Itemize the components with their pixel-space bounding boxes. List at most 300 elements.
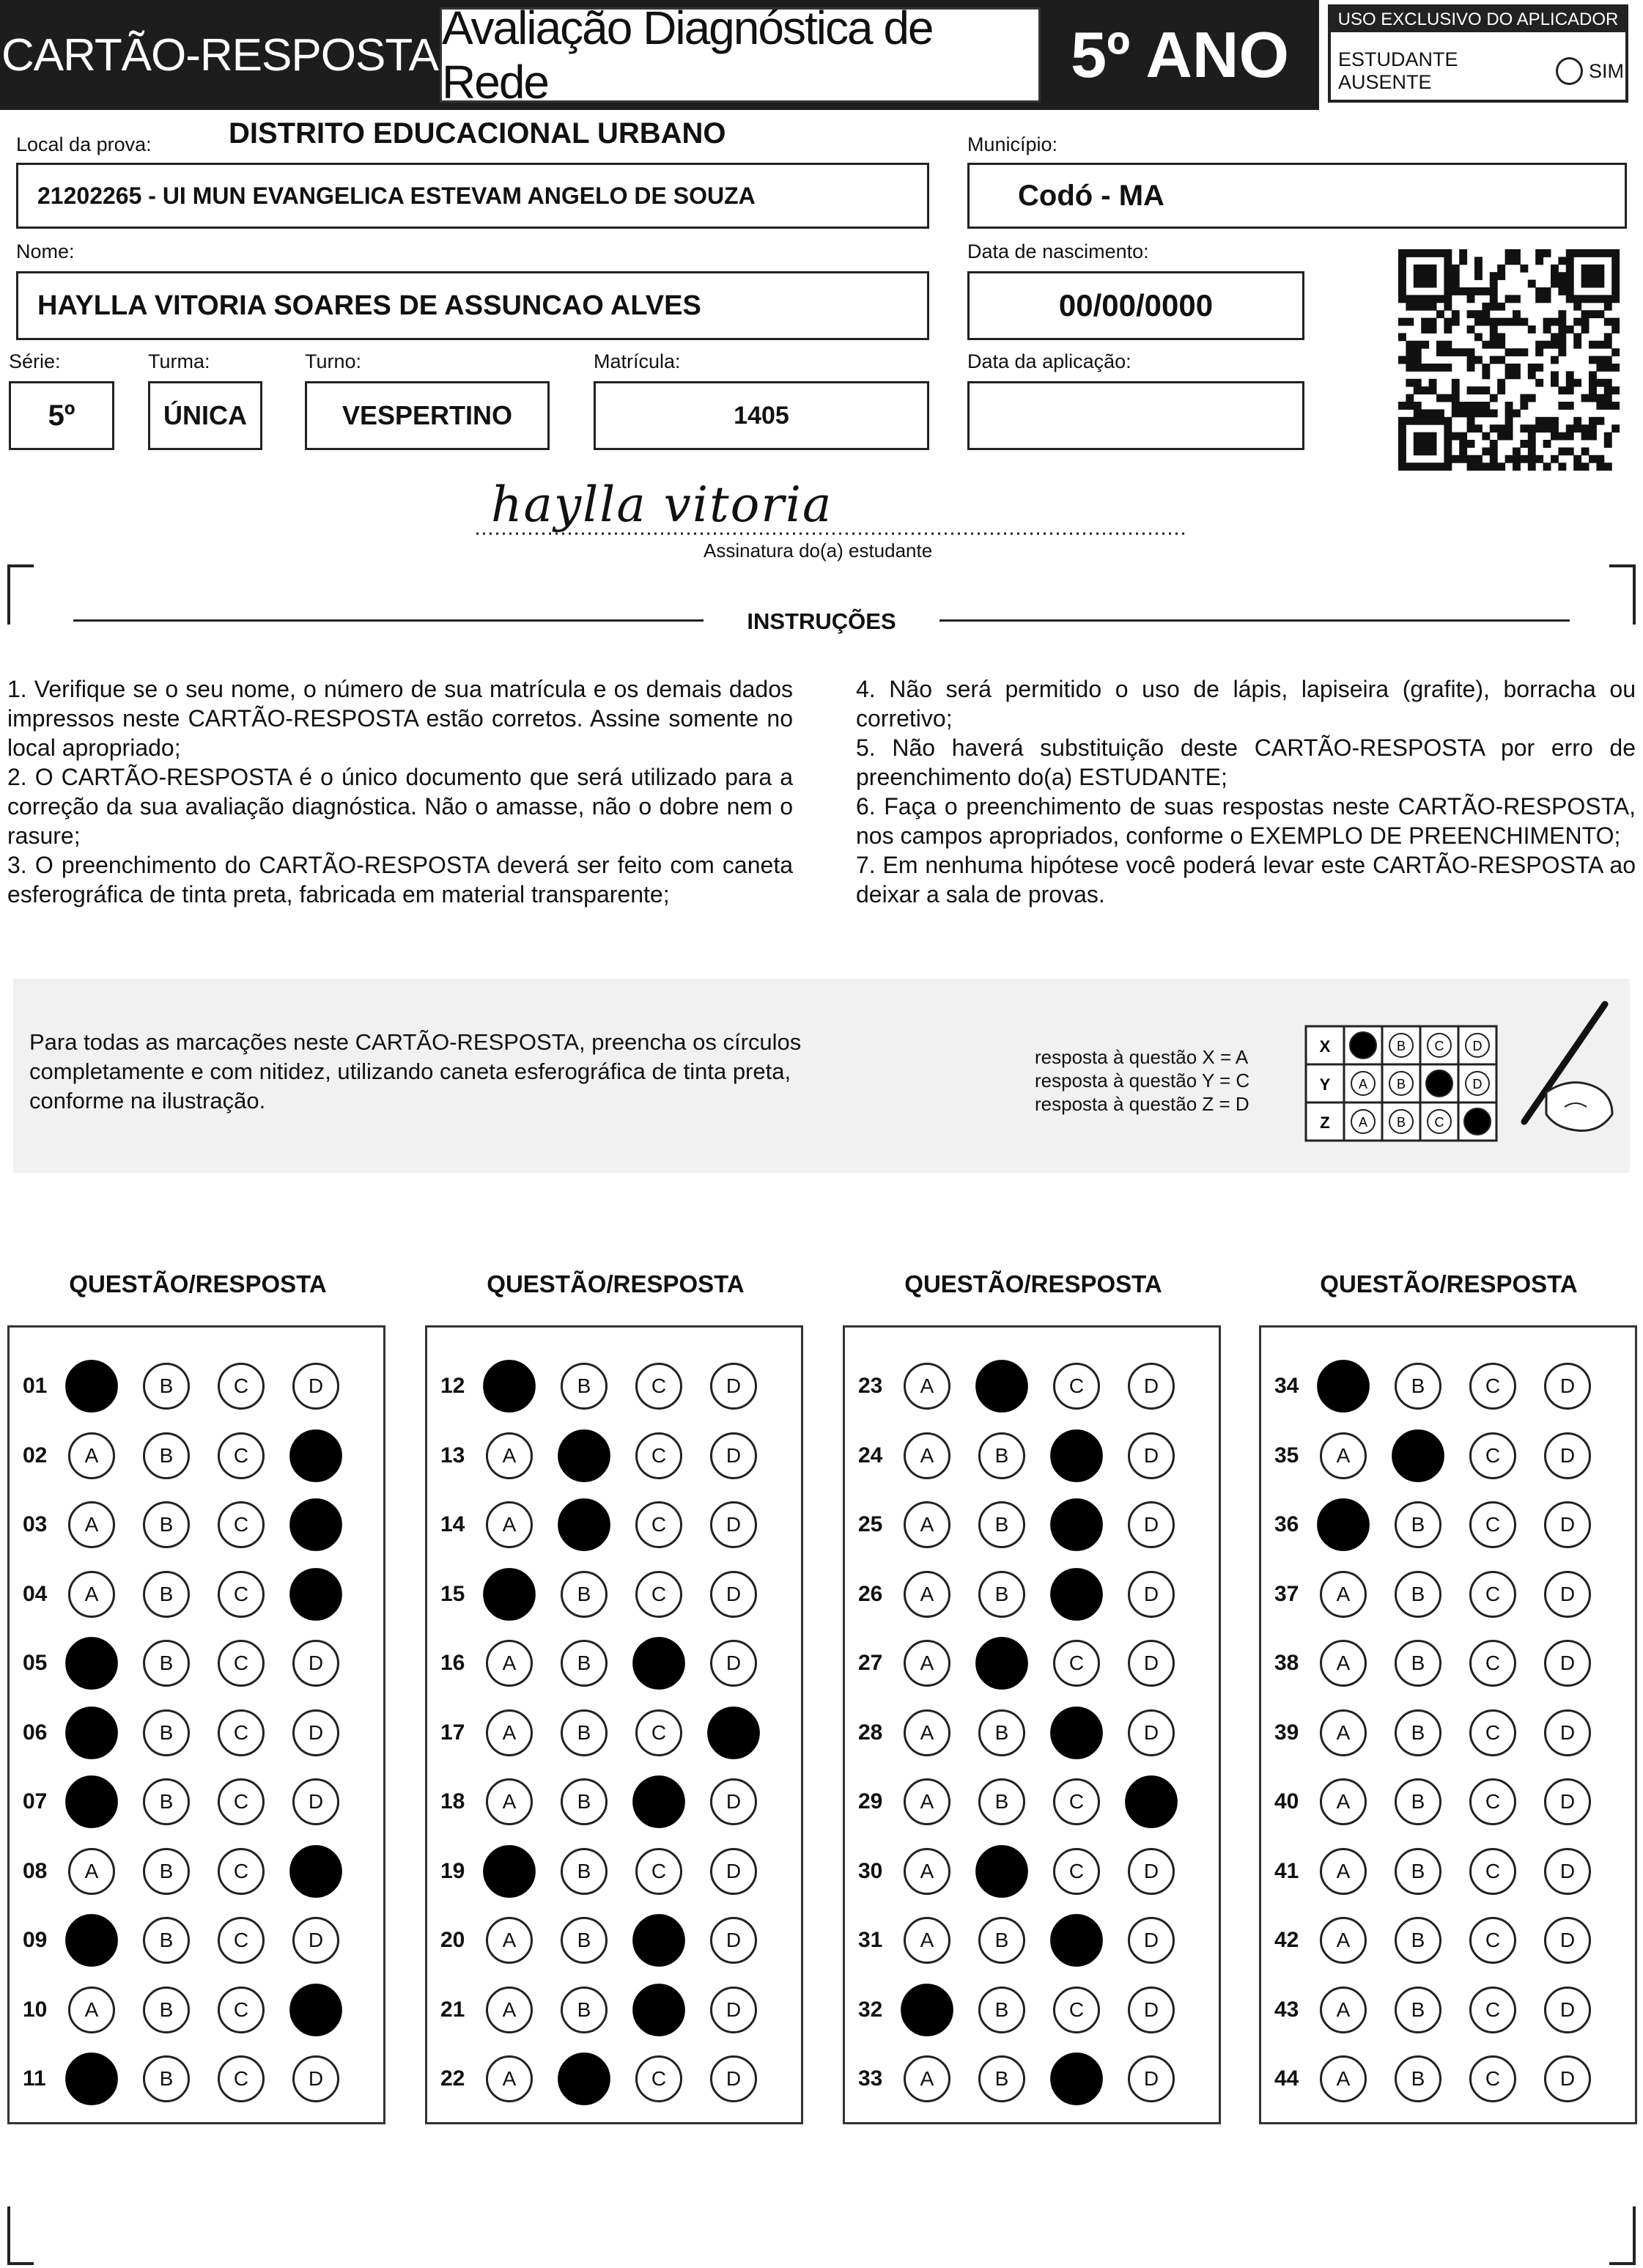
answer-bubble-b[interactable]: B: [143, 2055, 190, 2102]
answer-bubble-c[interactable]: [1050, 2052, 1103, 2105]
answer-bubble-b[interactable]: B: [561, 1917, 608, 1964]
municipio-field: Codó - MA: [967, 163, 1627, 229]
answer-bubble-b[interactable]: B: [143, 1501, 190, 1548]
answer-row: [845, 1565, 1203, 1624]
grid-header: QUESTÃO/RESPOSTA: [69, 1270, 327, 1297]
answer-bubble-d[interactable]: D: [1544, 1363, 1591, 1410]
question-number: 13: [440, 1443, 465, 1468]
answer-bubble-b[interactable]: B: [1395, 1501, 1441, 1548]
pen-hand-icon: [1495, 997, 1627, 1144]
answer-bubble-d[interactable]: D: [1544, 1987, 1591, 2033]
answer-bubble-c[interactable]: C: [1469, 1363, 1516, 1410]
answer-bubble-b[interactable]: B: [1395, 1778, 1441, 1825]
answer-bubble-a[interactable]: A: [1320, 1432, 1367, 1479]
answer-bubble-a[interactable]: A: [68, 1432, 115, 1479]
answer-bubble-a[interactable]: A: [904, 1778, 950, 1825]
question-number: 29: [858, 1789, 883, 1814]
answer-bubble-b[interactable]: B: [1395, 2055, 1441, 2102]
answer-bubble-d[interactable]: D: [292, 1640, 339, 1687]
answer-row: [427, 1495, 785, 1554]
turno-field: VESPERTINO: [305, 381, 550, 450]
answer-bubble-a[interactable]: A: [904, 1640, 950, 1687]
example-row-label: Y: [1319, 1075, 1331, 1094]
answer-bubble-a[interactable]: [1317, 1498, 1370, 1551]
answer-bubble-d[interactable]: [289, 1845, 342, 1898]
answer-row: [1261, 1981, 1619, 2039]
serie-label: Série:: [9, 350, 61, 372]
answer-bubble-c[interactable]: C: [1053, 1987, 1100, 2033]
answer-bubble-c[interactable]: [1050, 1914, 1103, 1967]
answer-bubble-a[interactable]: [65, 1706, 118, 1759]
answer-bubble-b[interactable]: B: [561, 1640, 608, 1687]
answer-bubble-a[interactable]: A: [486, 1778, 533, 1825]
answer-row: [427, 1565, 785, 1624]
example-bubble: [1426, 1070, 1452, 1097]
instruction-item: 4. Não será permitido o uso de lápis, lapiseira (grafite), borracha ou corretivo;: [856, 676, 1636, 732]
question-number: 25: [858, 1512, 883, 1536]
example-bubble-label: C: [1434, 1115, 1444, 1130]
answer-bubble-d[interactable]: D: [1128, 1363, 1175, 1410]
answer-bubble-a[interactable]: A: [1320, 1640, 1367, 1687]
answer-bubble-a[interactable]: [65, 1775, 118, 1828]
answer-bubble-c[interactable]: C: [218, 1432, 265, 1479]
question-number: 28: [858, 1720, 883, 1745]
answer-bubble-d[interactable]: D: [1128, 1709, 1175, 1756]
answer-bubble-a[interactable]: A: [486, 1987, 533, 2033]
corner-bracket: [1609, 2206, 1636, 2265]
question-number: 38: [1274, 1651, 1299, 1675]
answer-bubble-d[interactable]: D: [1544, 2055, 1591, 2102]
question-number: 23: [858, 1374, 883, 1398]
answer-bubble-b[interactable]: B: [143, 1987, 190, 2033]
answer-bubble-b[interactable]: B: [143, 1571, 190, 1618]
answer-bubble-b[interactable]: B: [561, 1363, 608, 1410]
question-number: 24: [858, 1443, 883, 1468]
answer-bubble-d[interactable]: [1125, 1775, 1178, 1828]
answer-bubble-b[interactable]: B: [978, 1571, 1025, 1618]
answer-row: [845, 1704, 1203, 1762]
answer-bubble-b[interactable]: [558, 2052, 610, 2105]
question-number: 07: [23, 1789, 48, 1814]
answer-bubble-d[interactable]: D: [1544, 1640, 1591, 1687]
answer-bubble-c[interactable]: C: [1053, 1363, 1100, 1410]
question-number: 09: [23, 1928, 48, 1952]
answer-bubble-b[interactable]: B: [561, 1571, 608, 1618]
serie-field: 5º: [9, 381, 114, 450]
answer-bubble-a[interactable]: A: [1320, 2055, 1367, 2102]
question-number: 15: [440, 1581, 465, 1606]
answer-bubble-d[interactable]: D: [710, 1501, 757, 1548]
answer-bubble-b[interactable]: B: [1395, 1848, 1441, 1895]
answer-bubble-c[interactable]: C: [1469, 1432, 1516, 1479]
example-bubble-label: B: [1396, 1077, 1406, 1091]
answer-column: [1259, 1325, 1637, 2124]
question-number: 35: [1274, 1443, 1299, 1468]
answer-bubble-b[interactable]: B: [143, 1640, 190, 1687]
answer-bubble-b[interactable]: B: [561, 1709, 608, 1756]
answer-bubble-d[interactable]: [289, 1429, 342, 1482]
matricula-label: Matrícula:: [594, 350, 681, 372]
answer-bubble-c[interactable]: C: [1053, 1848, 1100, 1895]
instruction-item: 3. O preenchimento do CARTÃO-RESPOSTA deverá ser feito com caneta esferográfica de tinta preta, fabricada em material transparente;: [7, 852, 793, 907]
turma-field: ÚNICA: [148, 381, 262, 450]
legend-line: resposta à questão X = A: [1035, 1046, 1249, 1068]
answer-bubble-d[interactable]: D: [710, 1571, 757, 1618]
answer-bubble-a[interactable]: A: [68, 1987, 115, 2033]
answer-bubble-b[interactable]: B: [561, 1778, 608, 1825]
answer-bubble-a[interactable]: A: [68, 1848, 115, 1895]
answer-row: [1261, 1704, 1619, 1762]
answer-bubble-b[interactable]: B: [978, 1432, 1025, 1479]
answer-bubble-d[interactable]: D: [710, 1778, 757, 1825]
qr-code: [1398, 249, 1621, 476]
answer-bubble-c[interactable]: C: [218, 1640, 265, 1687]
answer-row: [1261, 1495, 1619, 1554]
answer-bubble-a[interactable]: A: [1320, 1848, 1367, 1895]
answer-row: [845, 1495, 1203, 1554]
answer-row: [1261, 1565, 1619, 1624]
answer-bubble-b[interactable]: B: [1395, 1571, 1441, 1618]
answer-bubble-d[interactable]: [707, 1706, 760, 1759]
question-number: 32: [858, 1997, 883, 2022]
answer-row: [845, 1981, 1203, 2039]
answer-bubble-a[interactable]: A: [904, 1571, 950, 1618]
question-number: 19: [440, 1858, 465, 1883]
instruction-item: 2. O CARTÃO-RESPOSTA é o único documento que será utilizado para a correção da sua avaliação diagnóstica. Não o amasse, não o dobre nem o rasure;: [7, 764, 793, 849]
answer-bubble-b[interactable]: B: [1395, 1709, 1441, 1756]
answer-bubble-a[interactable]: [1317, 1360, 1370, 1413]
grid-header: QUESTÃO/RESPOSTA: [487, 1270, 745, 1297]
answer-bubble-a[interactable]: A: [904, 1363, 950, 1410]
question-number: 22: [440, 2066, 465, 2091]
answer-row: [1261, 1426, 1619, 1485]
nome-label: Nome:: [16, 240, 75, 262]
answer-bubble-a[interactable]: A: [486, 1709, 533, 1756]
answer-row: [845, 1772, 1203, 1831]
question-number: 41: [1274, 1858, 1299, 1883]
example-bubble: [1350, 1032, 1376, 1058]
answer-row: [10, 1911, 367, 1970]
answer-bubble-d[interactable]: D: [1128, 1917, 1175, 1964]
answer-bubble-b[interactable]: B: [978, 1917, 1025, 1964]
question-number: 30: [858, 1858, 883, 1883]
instructions-title: INSTRUÇÕES: [747, 608, 896, 634]
answer-bubble-a[interactable]: A: [904, 1432, 950, 1479]
answer-bubble-c[interactable]: C: [218, 1709, 265, 1756]
answer-bubble-c[interactable]: [632, 1984, 685, 2036]
answer-bubble-b[interactable]: [558, 1429, 610, 1482]
answer-bubble-d[interactable]: [289, 1984, 342, 2036]
instructions-right: [856, 674, 1636, 909]
nome-field: HAYLLA VITORIA SOARES DE ASSUNCAO ALVES: [16, 271, 929, 340]
answer-bubble-b[interactable]: B: [1395, 1987, 1441, 2033]
absent-row: [1338, 48, 1624, 93]
answer-row: [845, 1842, 1203, 1901]
answer-bubble-c[interactable]: [1050, 1568, 1103, 1621]
answer-bubble-c[interactable]: C: [218, 1848, 265, 1895]
answer-bubble-b[interactable]: B: [143, 1363, 190, 1410]
answer-bubble-d[interactable]: D: [292, 1363, 339, 1410]
answer-bubble-c[interactable]: C: [635, 2055, 682, 2102]
answer-row: [427, 1772, 785, 1831]
answer-bubble-c[interactable]: C: [1053, 1778, 1100, 1825]
answer-bubble-d[interactable]: D: [1544, 1432, 1591, 1479]
answer-bubble-b[interactable]: B: [1395, 1917, 1441, 1964]
question-number: 01: [23, 1374, 48, 1398]
example-row-label: Z: [1320, 1113, 1330, 1132]
answer-bubble-d[interactable]: D: [1544, 1778, 1591, 1825]
answer-bubble-c[interactable]: C: [218, 1917, 265, 1964]
answer-bubble-a[interactable]: A: [1320, 1709, 1367, 1756]
answer-bubble-b[interactable]: [975, 1637, 1028, 1690]
answer-bubble-c[interactable]: C: [218, 1501, 265, 1548]
answer-row: [845, 1911, 1203, 1970]
card-title: CARTÃO-RESPOSTA: [0, 0, 440, 110]
answer-bubble-c[interactable]: C: [1053, 1640, 1100, 1687]
answer-bubble-a[interactable]: A: [486, 1917, 533, 1964]
legend-line: resposta à questão Y = C: [1035, 1069, 1250, 1091]
answer-row: [845, 1357, 1203, 1415]
answer-bubble-a[interactable]: A: [1320, 1778, 1367, 1825]
answer-bubble-c[interactable]: C: [218, 1571, 265, 1618]
local-field: 21202265 - UI MUN EVANGELICA ESTEVAM ANGELO DE SOUZA: [16, 163, 929, 229]
answer-bubble-b[interactable]: B: [1395, 1363, 1441, 1410]
instructions-left: [7, 674, 793, 909]
answer-row: [427, 1426, 785, 1485]
answer-bubble-a[interactable]: A: [486, 2055, 533, 2102]
answer-row: [427, 1981, 785, 2039]
answer-bubble-d[interactable]: [289, 1498, 342, 1551]
question-number: 21: [440, 1997, 465, 2022]
corner-bracket: [1609, 564, 1636, 625]
answer-bubble-d[interactable]: D: [1128, 1640, 1175, 1687]
answer-column: [425, 1325, 803, 2124]
answer-bubble-b[interactable]: B: [561, 1848, 608, 1895]
example-bubble-label: A: [1358, 1077, 1368, 1091]
grid-header: QUESTÃO/RESPOSTA: [904, 1270, 1162, 1297]
instruction-item: 1. Verifique se o seu nome, o número de sua matrícula e os demais dados impressos neste CARTÃO-RESPOSTA estão corretos. Assine somente no local apropriado;: [7, 676, 793, 761]
answer-column: [843, 1325, 1221, 2124]
answer-bubble-a[interactable]: A: [486, 1640, 533, 1687]
divider: [73, 619, 704, 622]
answer-bubble-b[interactable]: B: [143, 1917, 190, 1964]
answer-bubble-b[interactable]: B: [978, 1987, 1025, 2033]
answer-bubble-d[interactable]: D: [1544, 1917, 1591, 1964]
answer-row: [10, 1495, 367, 1554]
answer-bubble-b[interactable]: B: [143, 1709, 190, 1756]
answer-bubble-d[interactable]: D: [292, 1709, 339, 1756]
answer-bubble-b[interactable]: B: [978, 1778, 1025, 1825]
answer-bubble-a[interactable]: A: [904, 1848, 950, 1895]
answer-bubble-c[interactable]: C: [218, 2055, 265, 2102]
answer-bubble-a[interactable]: [65, 1637, 118, 1690]
answer-bubble-a[interactable]: A: [486, 1501, 533, 1548]
question-number: 16: [440, 1651, 465, 1675]
answer-bubble-c[interactable]: C: [1469, 1987, 1516, 2033]
absent-bubble[interactable]: [1556, 57, 1583, 85]
answer-row: [10, 1357, 367, 1415]
answer-bubble-d[interactable]: [289, 1568, 342, 1621]
answer-bubble-d[interactable]: D: [1128, 2055, 1175, 2102]
signature: [469, 476, 1187, 542]
answer-bubble-a[interactable]: [483, 1568, 536, 1621]
answer-row: [10, 1842, 367, 1901]
question-number: 04: [23, 1581, 48, 1606]
answer-bubble-a[interactable]: A: [1320, 1917, 1367, 1964]
divider: [939, 619, 1570, 622]
answer-bubble-d[interactable]: D: [1128, 1987, 1175, 2033]
answer-bubble-d[interactable]: D: [1128, 1571, 1175, 1618]
answer-bubble-c[interactable]: C: [1469, 1917, 1516, 1964]
matricula-field: 1405: [594, 381, 929, 450]
answer-bubble-c[interactable]: [1050, 1706, 1103, 1759]
answer-bubble-c[interactable]: C: [635, 1848, 682, 1895]
answer-bubble-a[interactable]: [65, 2052, 118, 2105]
answer-row: [10, 1634, 367, 1693]
answer-bubble-b[interactable]: B: [561, 1987, 608, 2033]
answer-bubble-c[interactable]: [1050, 1498, 1103, 1551]
answer-bubble-b[interactable]: B: [978, 1501, 1025, 1548]
answer-bubble-a[interactable]: A: [1320, 1987, 1367, 2033]
question-number: 17: [440, 1720, 465, 1745]
answer-bubble-c[interactable]: C: [635, 1501, 682, 1548]
answer-bubble-b[interactable]: [975, 1360, 1028, 1413]
answer-bubble-a[interactable]: [65, 1360, 118, 1413]
answer-bubble-a[interactable]: A: [1320, 1571, 1367, 1618]
answer-row: [10, 1565, 367, 1624]
answer-bubble-b[interactable]: B: [143, 1432, 190, 1479]
answer-bubble-a[interactable]: [483, 1845, 536, 1898]
turno-label: Turno:: [305, 350, 362, 372]
instruction-item: 7. Em nenhuma hipótese você poderá levar este CARTÃO-RESPOSTA ao deixar a sala de provas.: [856, 852, 1636, 907]
question-number: 10: [23, 1997, 48, 2022]
answer-bubble-d[interactable]: D: [1128, 1432, 1175, 1479]
legend-line: resposta à questão Z = D: [1035, 1093, 1249, 1115]
answer-bubble-d[interactable]: D: [710, 1363, 757, 1410]
answer-bubble-c[interactable]: C: [635, 1432, 682, 1479]
answer-row: [845, 1426, 1203, 1485]
absent-option: SIM: [1588, 59, 1624, 82]
example-text: Para todas as marcações neste CARTÃO-RESPOSTA, preencha os círculos completamente e com nitidez, utilizando caneta esferográfica de tinta preta, conforme na ilustração.: [29, 1029, 802, 1113]
example-bubble-label: A: [1358, 1115, 1368, 1130]
answer-bubble-a[interactable]: A: [68, 1571, 115, 1618]
absent-label: ESTUDANTE AUSENTE: [1338, 48, 1458, 93]
answer-bubble-c[interactable]: C: [1469, 1709, 1516, 1756]
answer-bubble-c[interactable]: C: [1469, 2055, 1516, 2102]
answer-bubble-c[interactable]: C: [1469, 1501, 1516, 1548]
answer-bubble-b[interactable]: B: [143, 1778, 190, 1825]
answer-row: [1261, 1911, 1619, 1970]
answer-bubble-a[interactable]: A: [904, 1501, 950, 1548]
answer-bubble-d[interactable]: D: [1544, 1501, 1591, 1548]
answer-bubble-a[interactable]: A: [904, 2055, 950, 2102]
example-bubble-label: B: [1396, 1039, 1406, 1053]
answer-bubble-a[interactable]: A: [68, 1501, 115, 1548]
municipio-label: Município:: [967, 133, 1058, 155]
answer-bubble-d[interactable]: D: [1544, 1709, 1591, 1756]
answer-bubble-b[interactable]: [1392, 1429, 1444, 1482]
answer-bubble-d[interactable]: D: [710, 2055, 757, 2102]
answer-bubble-c[interactable]: C: [1469, 1848, 1516, 1895]
example-bubble-label: B: [1396, 1115, 1406, 1130]
answer-row: [10, 1772, 367, 1831]
answer-bubble-c[interactable]: C: [218, 1363, 265, 1410]
answer-bubble-c[interactable]: C: [1469, 1640, 1516, 1687]
turma-label: Turma:: [148, 350, 210, 372]
answer-bubble-b[interactable]: B: [978, 1709, 1025, 1756]
answer-bubble-a[interactable]: A: [486, 1432, 533, 1479]
answer-bubble-d[interactable]: D: [292, 1778, 339, 1825]
question-number: 11: [23, 2066, 46, 2091]
corner-bracket: [7, 2206, 34, 2265]
question-number: 34: [1274, 1374, 1299, 1398]
answer-row: [845, 1634, 1203, 1693]
example-bubble-label: D: [1472, 1077, 1483, 1091]
answer-bubble-c[interactable]: C: [635, 1363, 682, 1410]
answer-bubble-a[interactable]: A: [904, 1709, 950, 1756]
question-number: 06: [23, 1720, 48, 1745]
question-number: 27: [858, 1651, 883, 1675]
answer-bubble-d[interactable]: D: [1544, 1848, 1591, 1895]
answer-row: [427, 1704, 785, 1762]
answer-row: [427, 1634, 785, 1693]
answer-bubble-c[interactable]: C: [1469, 1571, 1516, 1618]
answer-bubble-d[interactable]: D: [710, 1987, 757, 2033]
card-subtitle: Avaliação Diagnóstica de Rede: [440, 7, 1041, 103]
answer-bubble-a[interactable]: [483, 1360, 536, 1413]
answer-bubble-d[interactable]: D: [710, 1917, 757, 1964]
answer-bubble-d[interactable]: D: [292, 1917, 339, 1964]
answer-bubble-c[interactable]: [632, 1775, 685, 1828]
answer-bubble-b[interactable]: B: [143, 1848, 190, 1895]
answer-bubble-a[interactable]: [65, 1914, 118, 1967]
district-name: DISTRITO EDUCACIONAL URBANO: [229, 117, 726, 150]
answer-row: [427, 1911, 785, 1970]
example-legend: [1035, 1045, 1249, 1116]
answer-bubble-c[interactable]: [632, 1914, 685, 1967]
question-number: 02: [23, 1443, 48, 1468]
answer-bubble-d[interactable]: D: [710, 1640, 757, 1687]
answer-bubble-b[interactable]: [558, 1498, 610, 1551]
answer-bubble-a[interactable]: [901, 1984, 953, 2036]
answer-bubble-a[interactable]: A: [904, 1917, 950, 1964]
answer-bubble-c[interactable]: C: [1469, 1778, 1516, 1825]
answer-bubble-b[interactable]: B: [1395, 1640, 1441, 1687]
answer-row: [427, 1842, 785, 1901]
answer-bubble-b[interactable]: B: [978, 2055, 1025, 2102]
nascimento-field: 00/00/0000: [967, 271, 1304, 340]
nascimento-label: Data de nascimento:: [967, 240, 1149, 262]
answer-bubble-b[interactable]: [975, 1845, 1028, 1898]
answer-bubble-c[interactable]: C: [635, 1571, 682, 1618]
answer-bubble-d[interactable]: D: [292, 2055, 339, 2102]
question-number: 08: [23, 1858, 48, 1883]
answer-bubble-c[interactable]: [1050, 1429, 1103, 1482]
answer-bubble-c[interactable]: C: [218, 1778, 265, 1825]
answer-bubble-c[interactable]: C: [635, 1709, 682, 1756]
answer-bubble-d[interactable]: D: [1128, 1848, 1175, 1895]
question-number: 33: [858, 2066, 883, 2091]
answer-bubble-d[interactable]: D: [1544, 1571, 1591, 1618]
answer-bubble-d[interactable]: D: [1128, 1501, 1175, 1548]
answer-bubble-c[interactable]: C: [218, 1987, 265, 2033]
applicator-title: USO EXCLUSIVO DO APLICADOR: [1331, 7, 1625, 32]
signature-label: Assinatura do(a) estudante: [704, 540, 933, 562]
answer-bubble-d[interactable]: D: [710, 1848, 757, 1895]
question-number: 42: [1274, 1928, 1299, 1952]
answer-bubble-c[interactable]: [632, 1637, 685, 1690]
answer-bubble-d[interactable]: D: [710, 1432, 757, 1479]
